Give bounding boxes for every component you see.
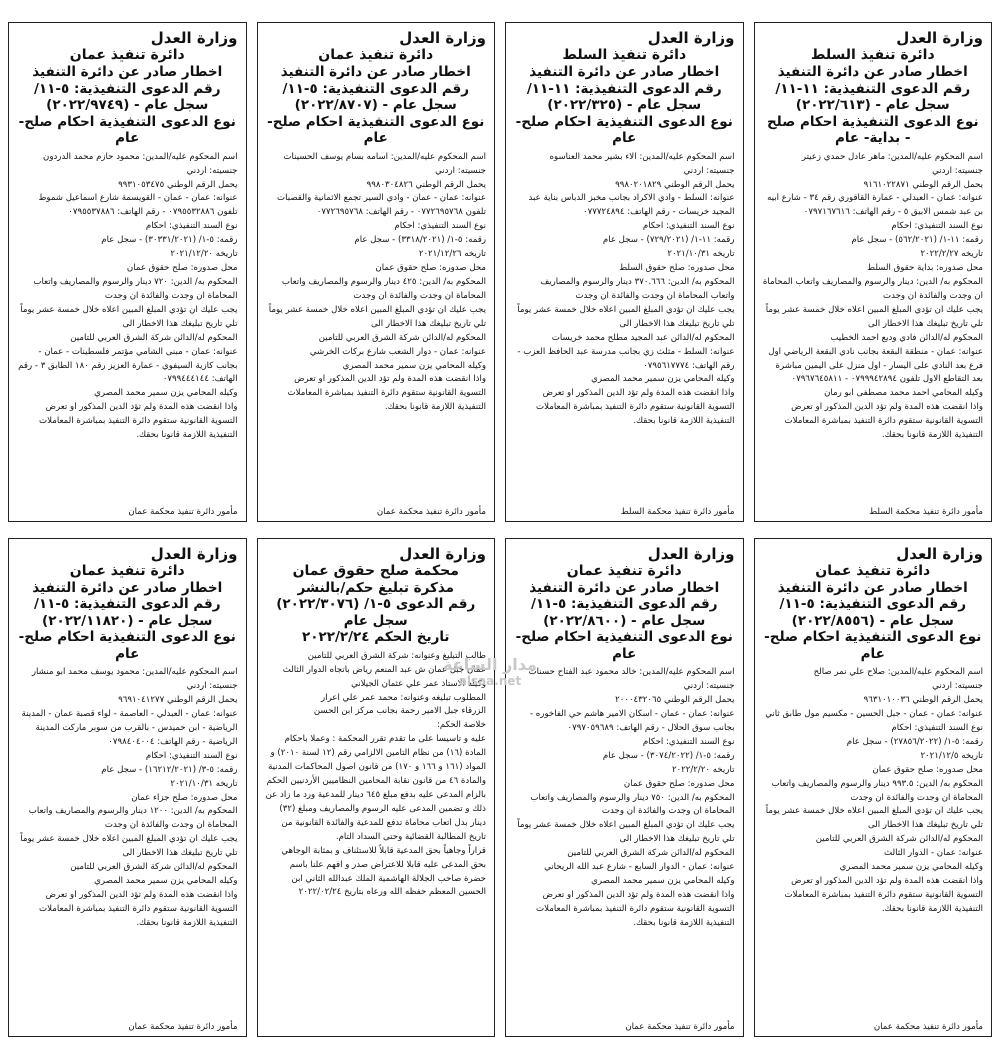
notice-line: جنسيته: اردني (186, 165, 238, 176)
notice-line: جنسيته: اردني (186, 681, 238, 692)
notice-heading-h2: دائرة تنفيذ عمان (815, 562, 931, 579)
notice-line: يجب عليك ان تؤدي المبلغ المبين اعلاه خلال خمسة عشر يوماً تلي تاريخ تبليغك هذا الاخطار الى (20, 304, 238, 329)
notice-line: اسم المحكوم عليه/المدين: خالد محمود عبد الفتاح حسنات (528, 667, 735, 678)
notice-line: يجب عليك ان تؤدي المبلغ المبين اعلاه خلال خمسة عشر يوماً تلي تاريخ تبليغك هذا الاخطار الى (765, 806, 983, 831)
notice-line: اسم المحكوم عليه/المدين: اسامه بسام يوسف الحسينات (283, 151, 486, 162)
notices-grid (8, 22, 992, 1037)
notice-line: يحمل الرقم الوطني ٢٠٠٠٤٣٢٠٦٥ (615, 695, 735, 706)
notice-footer: مأمور دائرة تنفيذ محكمة عمان (376, 506, 486, 517)
notice-line: عنوانه: عمان - منطقة البقعة بجانب نادي البقعة الرياضي اول فرع بعد النادي على اليسار - اول منزل على اليمين مباشرة بعد التقاطع الاول تلفون ٠٧٩٩٩٤٢٨٩٤ - ٠٧٩٦٧٦٤٥٨١١ (768, 346, 983, 385)
notice-line: وكيله المحامي يزن سمير محمد المصري (94, 876, 238, 887)
notice-8 (754, 538, 993, 1038)
notice-body (266, 650, 487, 1032)
notice-heading-h5: (٢٠٢٢/٦١٣) - سجل عام (795, 97, 950, 114)
notice-line: عنوانه: عمان - عمان - وادي السير تجمع الاثمانية والقصبات تلفون ٠٧٧٢٦٩٥٧٦٨ - رقم الهاتف: ٠٧٧٢٦٩٥٧٦٨ (277, 193, 486, 218)
notice-4 (754, 22, 993, 522)
notice-line: رقمه: ١١-١/ (٧٢٩/٢٠٢١) - سجل عام (602, 235, 735, 246)
notice-body (17, 151, 238, 505)
notice-line: يجب عليك ان تؤدي المبلغ المبين اعلاه خلال خمسة عشر يوماً تلي تاريخ تبليغك هذا الاخطار الى (765, 304, 983, 329)
notice-line: المحكوم له/الدائن فادي وديع احمد الخطيب (830, 332, 983, 343)
notice-line: محل صدوره: بداية حقوق السلط (867, 263, 983, 274)
notice-heading-h6: نوع الدعوى التنفيذية احكام صلح- عام (764, 629, 982, 662)
notice-line: واذا انقضت هذه المدة ولم تؤد الدين المذكور او تعرض التسوية القانونية ستقوم دائرة التنفيذ بمباشرة المعاملات التنفيذية اللازمة قانونا بحقك. (536, 388, 735, 427)
notice-line: وكيله المحامي يزن سمير محمد المصري (591, 876, 735, 887)
notice-line: محل صدوره: صلح حقوق عمان (623, 778, 735, 789)
notice-line: وكيله المحامي يزن سمير محمد المصري (591, 374, 735, 385)
notice-heading-h2: دائرة تنفيذ عمان (69, 47, 185, 64)
notice-heading-h3: اخطار صادر عن دائرة التنفيذ (777, 64, 968, 81)
notice-heading-h6: نوع الدعوى التنفيذية احكام صلح- عام (18, 629, 236, 662)
notice-heading-h4: رقم الدعوى التنفيذية: ٥-١١/ (530, 596, 718, 613)
notice-heading-h3: اخطار صادر عن دائرة التنفيذ (529, 579, 720, 596)
notice-line: يحمل الرقم الوطني ٩٩٨٠٣٠٤٨٢٦ (366, 179, 486, 190)
notice-line: رقمه: ٥-١/ (٣٠٧٤/٢٠٢٢) - سجل عام (602, 750, 735, 761)
notice-footer: مأمور دائرة تنفيذ محكمة السلط (620, 506, 735, 517)
notice-line: محل صدوره: صلح حقوق عمان (375, 263, 486, 274)
notice-heading-h3: مذكرة تبليغ حكم/بالنشر (297, 579, 455, 596)
notice-line: وكيله المحامي يزن سمير محمد المصري (839, 862, 983, 873)
notice-line: يحمل الرقم الوطني ٩٦٩١٠٤١٢٧٧ (118, 695, 238, 706)
notice-5 (8, 538, 247, 1038)
notice-line: عليه و تاسيسا على ما تقدم تقرر المحكمة : وعملا باحكام المادة (١٦) من نظام التامين الالزامي رقم (١٢ لسنة ٢٠١٠) و المواد (١٦١ و ١٦٦ و ١٧٠) من قانون اصول المحاكمات المدنية والمادة ٤٦ من قانون نقابة المحامين النظاميين الأردنيين الحكم بالزام المدعى عليه بدفع مبلغ ٦٤٥ دينار للمدعية ورد ما زاد عن ذلك و تضمين المدعى عليه الرسوم والمصاريف ومبلغ (٣٢) دينار بدل اتعاب محاماة تدفع للمدعية والفائدة القانونية من تاريخ المطالبة القضائية وحتى السداد التام. (265, 734, 486, 842)
notice-3 (505, 22, 744, 522)
notice-line: يحمل الرقم الوطني ٩٩٨٠٢٠١٨٢٩ (615, 179, 735, 190)
notice-line: تاريخه ٢٠٢١/١٢/٥ (920, 750, 983, 761)
notice-line: عنوانه: عمان - عمان - جبل الحسين - مكسيم مول طابق ثاني (765, 708, 983, 719)
notice-footer: مأمور دائرة تنفيذ محكمة السلط (869, 506, 983, 517)
notice-heading-h4: رقم الدعوى التنفيذية: ٥-١١/ (282, 80, 470, 97)
notice-footer: مأمور دائرة تنفيذ محكمة عمان (625, 1022, 735, 1032)
notice-line: المطلوب تبليغه وعنوانه: محمد عمر علي اعرار (321, 692, 486, 703)
notice-heading-h3: اخطار صادر عن دائرة التنفيذ (280, 64, 471, 81)
notice-line: تاريخه ٢٠٢١/١٠/٣١ (667, 249, 735, 260)
notice-footer: مأمور دائرة تنفيذ محكمة عمان (128, 1022, 238, 1032)
notice-heading-h5: (٢٠٢٢/٨٧٠٧) - سجل عام (294, 97, 457, 114)
notice-heading-h1: وزارة العدل (896, 29, 983, 47)
notice-line: اسم المحكوم عليه/المدين: محمود حازم محمد الدردون (43, 151, 238, 162)
notice-line: واذا انقضت هذه المدة ولم تؤد الدين المذكور او تعرض التسوية القانونية ستقوم دائرة التنفيذ بمباشرة المعاملات التنفيذية اللازمة قانونا بحقك. (39, 889, 238, 928)
notice-footer: مأمور دائرة تنفيذ محكمة عمان (873, 1022, 983, 1032)
notice-line: يجب عليك ان تؤدي المبلغ المبين اعلاه خلال خمسة عشر يوماً تلي تاريخ تبليغك هذا الاخطار الى (268, 304, 486, 329)
notice-line: نوع السند التنفيذي: احكام (891, 722, 983, 733)
notice-heading-h4: رقم الدعوى التنفيذية: ٥-١١/ (33, 596, 221, 613)
notice-body (514, 666, 735, 1020)
notice-line: يحمل الرقم الوطني ٩٦٣١٠١٠٠٣٦ (863, 695, 983, 706)
notice-line: واذا انقضت هذه المدة ولم تؤد الدين المذكور او تعرض التسوية القانونية ستقوم دائرة التنفيذ بمباشرة المعاملات التنفيذية اللازمة قانونا بحقك. (784, 876, 983, 914)
notice-line: نوع السند التنفيذي: احكام (145, 221, 238, 232)
notice-line: رقمه: ٥-٣/ (١٦٢١٢/٢٠٢١) - سجل عام (101, 764, 238, 775)
notice-line: قراراً وجاهياً بحق المدعية قابلاً للاستئناف و بمثابة الوجاهي بحق المدعى عليه قابلا للاعتراض صدر و افهم علنا باسم حضرة صاحب الجلالة الهاشمية الملك عبدالله الثاني ابن الحسين المعظم حفظه الله ورعاه بتاريخ ٢٠٢٢/٠٢/٢٤ (281, 845, 486, 898)
notice-heading-h1: وزارة العدل (399, 544, 486, 563)
notice-body (17, 666, 238, 1020)
notice-line: المحكوم به/ الدين: ٣٧٠.٦٦٦ دينار والرسوم والمصاريف واتعاب المحاماة ان وجدت والفائدة ان وجدت (540, 277, 735, 301)
notice-line: عنوانه: عمان - عمان - اسكان الامير هاشم حي الفاخوره - بجانب سوق الحلال - رقم الهاتف: ٠٧٩٧٠٥٩٦٨٩ (529, 708, 735, 733)
notice-line: يحمل الرقم الوطني ٩١٦١٠٢٢٨٧١ (863, 179, 983, 190)
notice-heading-h3: اخطار صادر عن دائرة التنفيذ (777, 579, 968, 596)
notice-line: رقمه: ٥-١/ (٢٧٨٥٦/٢٠٢٢) - سجل عام (846, 736, 983, 747)
notice-2 (257, 22, 496, 522)
notice-6 (257, 538, 496, 1038)
notice-heading-h5: (٢٠٢٢/٩٧٤٩) - سجل عام (46, 97, 209, 114)
notice-heading-h1: وزارة العدل (150, 29, 238, 47)
notice-heading-h4: رقم الدعوى التنفيذية: ٥-١١/ (33, 80, 221, 97)
notice-line: تاريخه ٢٠٢١/١٠/٣١ (170, 778, 238, 789)
notice-line: المحكوم له/الدائن شركة الشرق العربي للتامين (567, 848, 735, 859)
notice-line: واذا انقضت هذه المدة ولم تؤد الدين المذكور او تعرض التسوية القانونية ستقوم دائرة التنفيذ بمباشرة المعاملات التنفيذية اللازمة قانونا بحقك. (39, 402, 238, 441)
notice-line: يجب عليك ان تؤدي المبلغ المبين اعلاه خلال خمسة عشر يوماً تلي تاريخ تبليغك هذا الاخطار الى (517, 304, 735, 329)
notice-line: المحكوم به/ الدين: دينار والرسوم والمصاريف واتعاب المحاماة ان وجدت والفائدة ان وجدت (762, 277, 983, 301)
notice-body (266, 151, 487, 505)
notice-heading-h6: نوع الدعوى التنفيذية احكام صلح- عام (515, 629, 733, 662)
notice-heading-h1: وزارة العدل (647, 544, 735, 563)
notice-heading-h2: دائرة تنفيذ عمان (566, 562, 682, 579)
notice-line: محل صدوره: صلح حقوق السلط (619, 263, 735, 274)
notice-line: عنوانه: عمان - دوار الشعب شارع بركات الخرشي (309, 346, 486, 357)
notice-line: المحكوم به/ الدين: ١٢٠٠ دينار والرسوم والمصاريف واتعاب المحاماة ان وجدت والفائدة ان وجدت (28, 806, 238, 831)
notice-heading-h3: اخطار صادر عن دائرة التنفيذ (32, 579, 223, 596)
notice-footer: مأمور دائرة تنفيذ محكمة عمان (128, 506, 238, 517)
notice-line: رقمه: ٥-١/ (٣٠٣٣١/٢٠٢١) - سجل عام (101, 235, 238, 246)
notice-heading-h6: تاريخ الحكم ٢٠٢٢/٢/٢٤ (301, 629, 450, 646)
notice-line: يحمل الرقم الوطني ٩٩٣١٠٥٣٤٧٥ (118, 179, 238, 190)
notice-7 (505, 538, 744, 1038)
notice-line: خلاصة الحكم: (437, 720, 486, 731)
notice-line: عمان جبل عمان ش عبد المنعم رياض باتجاه الدوار الثالث (282, 664, 486, 675)
notice-line: رقمه: ١١-١/ (٥٦٢/٢٠٢١) - سجل عام (851, 235, 983, 246)
notice-heading-h4: رقم الدعوى التنفيذية: ١١-١١/ (775, 80, 971, 97)
notice-line: اسم المحكوم عليه/المدين: محمود يوسف محمد ابو منشار (31, 667, 238, 678)
notice-line: المحكوم به/ الدين: ٧٢٠ دينار والرسوم والمصاريف واتعاب المحاماة ان وجدت والفائدة ان وجدت (33, 277, 238, 301)
notice-line: عنوانه: عمان - العبدلي - عمارة القاقوري رقم ٣٤ - شارع ابيه بن عبد شمس الابيق ٥ - رقم الهاتف: ٠٧٩٧١٦٧٦١٦ (767, 193, 983, 218)
notice-heading-h1: وزارة العدل (150, 544, 238, 563)
notice-line: المحكوم له/الدائن شركة الشرق العربي للتامين (318, 332, 486, 343)
notice-heading-h1: وزارة العدل (647, 29, 735, 47)
notice-line: عنوانه: السلط - مثلث زي بجانب مدرسة عبد الحافظ العزب - رقم الهاتف: ٠٧٩٥٦١٧٧٧٤ (517, 346, 735, 371)
notice-heading-h6: نوع الدعوى التنفيذية احكام صلح- عام (267, 113, 485, 147)
notice-heading-h2: دائرة تنفيذ عمان (318, 47, 434, 64)
notice-body (514, 151, 735, 505)
notice-line: نوع السند التنفيذي: احكام (642, 736, 735, 747)
notice-line: اسم المحكوم عليه/المدين: الاء بشير محمد العناسوه (549, 151, 735, 162)
notice-line: طالب التبليغ وعنوانه: شركة الشرق العربي للتامين (307, 650, 486, 661)
watermark-latin: alsaa.net (458, 674, 522, 688)
notice-line: الزرقاء جبل الامير رحمة بجانب مركز ابن الحسن (313, 706, 486, 717)
notice-heading-h5: (٢٠٢٢/٨٦٠٠) - سجل عام (543, 612, 706, 629)
notice-line: رقمه: ٥-١/ (٣٣١٨/٢٠٢١) - سجل عام (354, 235, 486, 246)
watermark-arabic: مدار الساعة (443, 655, 537, 674)
notice-line: واذا انقضت هذه المدة ولم تؤد الدين المذكور او تعرض التسوية القانونية ستقوم دائرة التنفيذ بمباشرة المعاملات التنفيذية اللازمة قانونا بحقك. (536, 889, 735, 928)
notice-line: تاريخه ٢٠٢٢/٢/٢٠ (671, 764, 735, 775)
notice-body (763, 666, 984, 1020)
notice-line: نوع السند التنفيذي: احكام (394, 221, 486, 232)
notice-line: وكيله المحامي احمد محمد مصطفى ابو رمان (824, 388, 983, 399)
notice-heading-h1: وزارة العدل (896, 544, 983, 563)
notice-line: يجب عليك ان تؤدي المبلغ المبين اعلاه خلال خمسة عشر يوماً تلي تاريخ تبليغك هذا الاخطار الى (517, 820, 735, 845)
notice-heading-h4: رقم الدعوى التنفيذية: ٥-١١/ (779, 596, 967, 613)
notice-line: جنسيته: اردني (932, 165, 983, 176)
notice-line: عنوانه: عمان - عمان - القويسمة شارع اسماعيل شموط تلفون ٠٧٩٥٥٣٢٨٨٦ - رقم الهاتف: ٠٧٩٥٥٣٧٨٨٦ (38, 193, 238, 218)
notice-line: وكيله الاستاذ عمر علي عثمان الجيلاني (351, 678, 486, 689)
notice-line: عنوانه: عمان - مبنى الشامي مؤتمر فلسطينات - عمان - بجانب كازية السيفوي - عمارة العزيز رقم ١٨٠ الطابق ٣ - رقم الهاتف: ٠٧٩٩٤٤٤١٤٤ (18, 346, 238, 385)
notice-line: المحكوم به/ الدين: ٩٩٣.٥ دينار والرسوم والمصاريف واتعاب المحاماة ان وجدت والفائدة ان وجدت (771, 778, 983, 803)
notice-line: المحكوم له/الدائن شركة الشرق العربي للتامين (70, 862, 238, 873)
notice-1 (8, 22, 247, 522)
notice-body (763, 151, 984, 505)
notice-line: جنسيته: اردني (435, 165, 486, 176)
notice-line: جنسيته: اردني (683, 165, 735, 176)
notice-line: نوع السند التنفيذي: احكام (642, 221, 735, 232)
notice-line: عنوانه: عمان - الدوار السابع - شارع عبد الله الريحاني (544, 862, 735, 873)
notice-line: المحكوم به/ الدين: ٤٢٥ دينار والرسوم والمصاريف واتعاب المحاماة ان وجدت والفائدة ان وجدت (281, 277, 486, 301)
notice-line: نوع السند التنفيذي: احكام (891, 221, 983, 232)
notice-line: وكيله المحامي يزن سمير محمد المصري (94, 388, 238, 399)
notice-heading-h6: نوع الدعوى التنفيذية احكام صلح - بداية- عام (766, 113, 979, 147)
notice-line: اسم المحكوم عليه/المدين: صلاح علي نمر صالح (813, 667, 983, 678)
notice-line: محل صدوره: صلح حقوق عمان (872, 764, 983, 775)
notice-heading-h5: (٢٠٢٢/١١٨٢٠) - سجل عام (42, 612, 213, 629)
notice-line: تاريخه ٢٠٢١/١٢/٢٦ (418, 249, 486, 260)
notice-heading-h4: رقم الدعوى ٥-١/ (٢٠٢٢/٣٠٧٦) (276, 596, 476, 613)
notice-heading-h6: نوع الدعوى التنفيذية احكام صلح- عام (515, 113, 733, 147)
notice-line: المحكوم به/ الدين: ٧٥٠ دينار والرسوم والمصاريف واتعاب المحاماة ان وجدت والفائدة ان وجدت (530, 792, 735, 817)
notice-heading-h2: دائرة تنفيذ السلط (810, 47, 935, 64)
notice-line: جنسيته: اردني (683, 681, 735, 692)
notice-line: محل صدوره: صلح جزاء عمان (131, 792, 238, 803)
notice-line: واذا انقضت هذه المدة ولم تؤد الدين المذكور او تعرض التسوية القانونية ستقوم دائرة التنفيذ بمباشرة المعاملات التنفيذية اللازمة قانونا بحقك. (287, 374, 486, 413)
notice-line: المحكوم له/الدائن شركة الشرق العربي للتامين (70, 332, 238, 343)
notice-heading-h3: اخطار صادر عن دائرة التنفيذ (529, 64, 720, 81)
notice-heading-h6: نوع الدعوى التنفيذية احكام صلح- عام (18, 113, 236, 147)
notice-line: يجب عليك ان تؤدي المبلغ المبين اعلاه خلال خمسة عشر يوماً تلي تاريخ تبليغك هذا الاخطار الى (20, 834, 238, 859)
notice-line: عنوانه: السلط - وادي الاكراد بجانب مخبز الدباس بناية عبد المجيد خريسات - رقم الهاتف: ٠٧٧٧٢٤٨٩٤ (528, 193, 735, 218)
notice-heading-h5: سجل عام (343, 612, 408, 629)
notice-line: عنوانه: عمان - العبدلي - العاصمة - لواء قصبة عمان - المدينة الرياضية - ابن حميدس - بالقرب من سوبر ماركت المدينة الرياضية - رقم الهاتف: ٠٧٩٨٤٠٤٠٠٤ (21, 708, 238, 747)
notice-line: اسم المحكوم عليه/المدين: ماهر عادل حمدي زعيتر (801, 151, 983, 162)
notice-heading-h2: دائرة تنفيذ السلط (562, 47, 687, 64)
notice-heading-h5: (٢٠٢٢/٣٢٥) - سجل عام (547, 97, 702, 114)
notice-heading-h4: رقم الدعوى التنفيذية: ١١-١١/ (526, 80, 722, 97)
notice-heading-h2: دائرة تنفيذ عمان (69, 562, 185, 579)
notice-heading-h1: وزارة العدل (399, 29, 486, 47)
notice-heading-h2: محكمة صلح حقوق عمان (292, 562, 459, 579)
notice-line: عنوانه: عمان - الدوار الثالث (884, 848, 983, 859)
notice-line: نوع السند التنفيذي: احكام (145, 750, 238, 761)
notice-heading-h5: (٢٠٢٢/٨٥٥٦) - سجل عام (791, 612, 954, 629)
notice-line: تاريخه ٢٠٢٢/٢/٢٧ (920, 249, 983, 260)
notice-line: محل صدوره: صلح حقوق عمان (126, 263, 238, 274)
notice-line: واذا انقضت هذه المدة ولم تؤد الدين المذكور او تعرض التسوية القانونية ستقوم دائرة التنفيذ بمباشرة المعاملات التنفيذية اللازمة قانونا بحقك. (784, 402, 983, 441)
notice-line: تاريخه ٢٠٢١/١٢/٢٠ (170, 249, 238, 260)
notice-line: جنسيته: اردني (932, 681, 983, 692)
notice-line: وكيله المحامي يزن سمير محمد المصري (342, 360, 486, 371)
notice-line: المحكوم له/الدائن شركة الشرق العربي للتامين (815, 834, 983, 845)
notice-line: المحكوم له/الدائن عبد المجيد مطلح محمد خريسات (551, 332, 735, 343)
notice-heading-h3: اخطار صادر عن دائرة التنفيذ (32, 64, 223, 81)
